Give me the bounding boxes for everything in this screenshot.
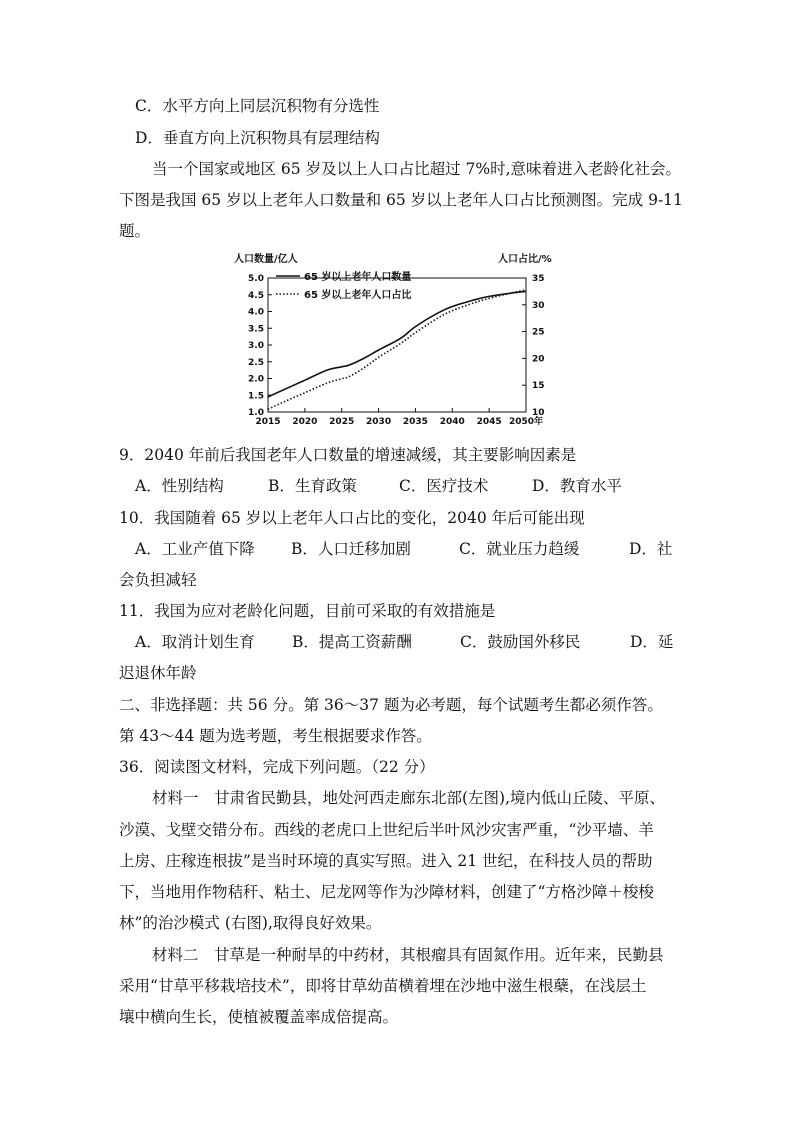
section-2-heading-line-2: 第 43～44 题为选考题，考生根据要求作答。 bbox=[119, 727, 432, 745]
right-tick-label: 10 bbox=[532, 408, 545, 418]
question-10-options bbox=[135, 539, 672, 559]
q11-option-c[interactable]: C．鼓励国外移民 bbox=[460, 633, 581, 651]
question-10-stem: 10．我国随着 65 岁以上老年人口占比的变化，2040 年后可能出现 bbox=[119, 509, 585, 527]
question-11-options bbox=[135, 632, 673, 652]
q10-option-d-continuation: 会负担减轻 bbox=[119, 571, 197, 589]
material-2-line-1: 材料二 甘草是一种耐旱的中药材，其根瘤具有固氮作用。近年来，民勤县 bbox=[152, 946, 664, 964]
left-tick-label: 4.0 bbox=[248, 307, 264, 318]
q9-option-b[interactable]: B．生育政策 bbox=[268, 477, 357, 495]
question-9-stem: 9．2040 年前后我国老年人口数量的增速减缓，其主要影响因素是 bbox=[119, 446, 577, 464]
x-tick-label: 2030 bbox=[366, 417, 392, 427]
left-tick-label: 4.5 bbox=[248, 290, 264, 301]
left-axis-label: 人口数量/亿人 bbox=[234, 254, 298, 265]
q11-option-d-continuation: 迟退休年龄 bbox=[119, 664, 197, 682]
right-axis-label: 人口占比/% bbox=[498, 254, 552, 265]
legend bbox=[276, 270, 411, 301]
section-2-heading-line-1: 二、非选择题：共 56 分。第 36～37 题为必考题，每个试题考生都必须作答。 bbox=[119, 696, 663, 714]
legend-label-count: 65 岁以上老年人口数量 bbox=[304, 272, 412, 283]
intro-paragraph-line-2: 下图是我国 65 岁以上老年人口数量和 65 岁以上老年人口占比预测图。完成 9-11 bbox=[119, 191, 683, 209]
x-tick-label: 2020 bbox=[292, 417, 318, 427]
left-tick-label: 1.5 bbox=[248, 391, 264, 402]
q9-option-c[interactable]: C．医疗技术 bbox=[399, 477, 489, 495]
right-tick-label: 15 bbox=[532, 381, 545, 392]
material-1-line-2: 沙漠、戈壁交错分布。西线的老虎口上世纪后半叶风沙灾害严重，“沙平墙、羊 bbox=[119, 821, 654, 839]
left-tick-label: 5.0 bbox=[248, 274, 264, 284]
material-2-line-3: 壤中横向生长，使植被覆盖率成倍提高。 bbox=[119, 1008, 399, 1026]
q11-option-a[interactable]: A．取消计划生育 bbox=[135, 633, 255, 651]
left-tick-label: 3.5 bbox=[248, 324, 264, 335]
material-1-line-4: 下，当地用作物秸秆、粘土、尼龙网等作为沙障材料，创建了“方格沙障＋梭梭 bbox=[119, 883, 654, 901]
q9-option-d[interactable]: D．教育水平 bbox=[532, 477, 622, 495]
q11-option-b[interactable]: B．提高工资薪酬 bbox=[292, 633, 412, 651]
question-11-stem: 11．我国为应对老龄化问题，目前可采取的有效措施是 bbox=[119, 602, 496, 620]
population-aging-chart bbox=[228, 250, 568, 432]
series-line-share bbox=[268, 290, 526, 410]
right-tick-label: 20 bbox=[532, 354, 545, 365]
x-tick-label: 2015 bbox=[255, 417, 281, 427]
intro-paragraph-line-1: 当一个国家或地区 65 岁及以上人口占比超过 7%时,意味着进入老龄化社会。 bbox=[152, 160, 682, 178]
option-line-c: C．水平方向上同层沉积物有分选性 bbox=[135, 97, 380, 115]
series-line-count bbox=[268, 291, 526, 397]
q9-option-a[interactable]: A．性别结构 bbox=[135, 477, 224, 495]
legend-label-share: 65 岁以上老年人口占比 bbox=[304, 290, 412, 301]
right-tick-label: 35 bbox=[532, 274, 545, 284]
q10-option-c[interactable]: C．就业压力趋缓 bbox=[459, 540, 580, 558]
material-1-line-5: 林”的治沙模式 (右图),取得良好效果。 bbox=[119, 914, 382, 932]
right-tick-label: 30 bbox=[532, 300, 545, 311]
left-tick-label: 3.0 bbox=[248, 341, 264, 351]
x-tick-label: 2025 bbox=[329, 417, 355, 427]
right-tick-label: 25 bbox=[532, 327, 545, 338]
q10-option-a[interactable]: A．工业产值下降 bbox=[135, 540, 255, 558]
x-tick-label: 2035 bbox=[402, 417, 428, 427]
question-36-title: 36．阅读图文材料，完成下列问题。（22 分） bbox=[119, 758, 435, 776]
question-9-options bbox=[135, 476, 622, 496]
material-1-line-3: 上房、庄稼连根拔”是当时环境的真实写照。进入 21 世纪，在科技人员的帮助 bbox=[119, 852, 653, 870]
x-tick-label: 2040 bbox=[439, 417, 465, 427]
x-tick-label: 2050年 bbox=[508, 417, 544, 427]
material-2-line-2: 采用“甘草平移栽培技术”，即将甘草幼苗横着埋在沙地中滋生根蘖，在浅层土 bbox=[119, 977, 647, 995]
intro-paragraph-line-3: 题。 bbox=[119, 222, 151, 240]
material-1-line-1: 材料一 甘肃省民勤县，地处河西走廊东北部(左图),境内低山丘陵、平原、 bbox=[152, 789, 666, 807]
x-tick-label: 2045 bbox=[476, 417, 502, 427]
q11-option-d[interactable]: D．延 bbox=[630, 633, 674, 651]
option-line-d: D．垂直方向上沉积物具有层理结构 bbox=[135, 129, 380, 147]
left-tick-label: 2.0 bbox=[248, 374, 264, 385]
left-tick-label: 2.5 bbox=[248, 357, 264, 368]
q10-option-b[interactable]: B．人口迁移加剧 bbox=[291, 540, 411, 558]
left-tick-label: 1.0 bbox=[248, 408, 264, 418]
q10-option-d[interactable]: D．社 bbox=[629, 540, 673, 558]
